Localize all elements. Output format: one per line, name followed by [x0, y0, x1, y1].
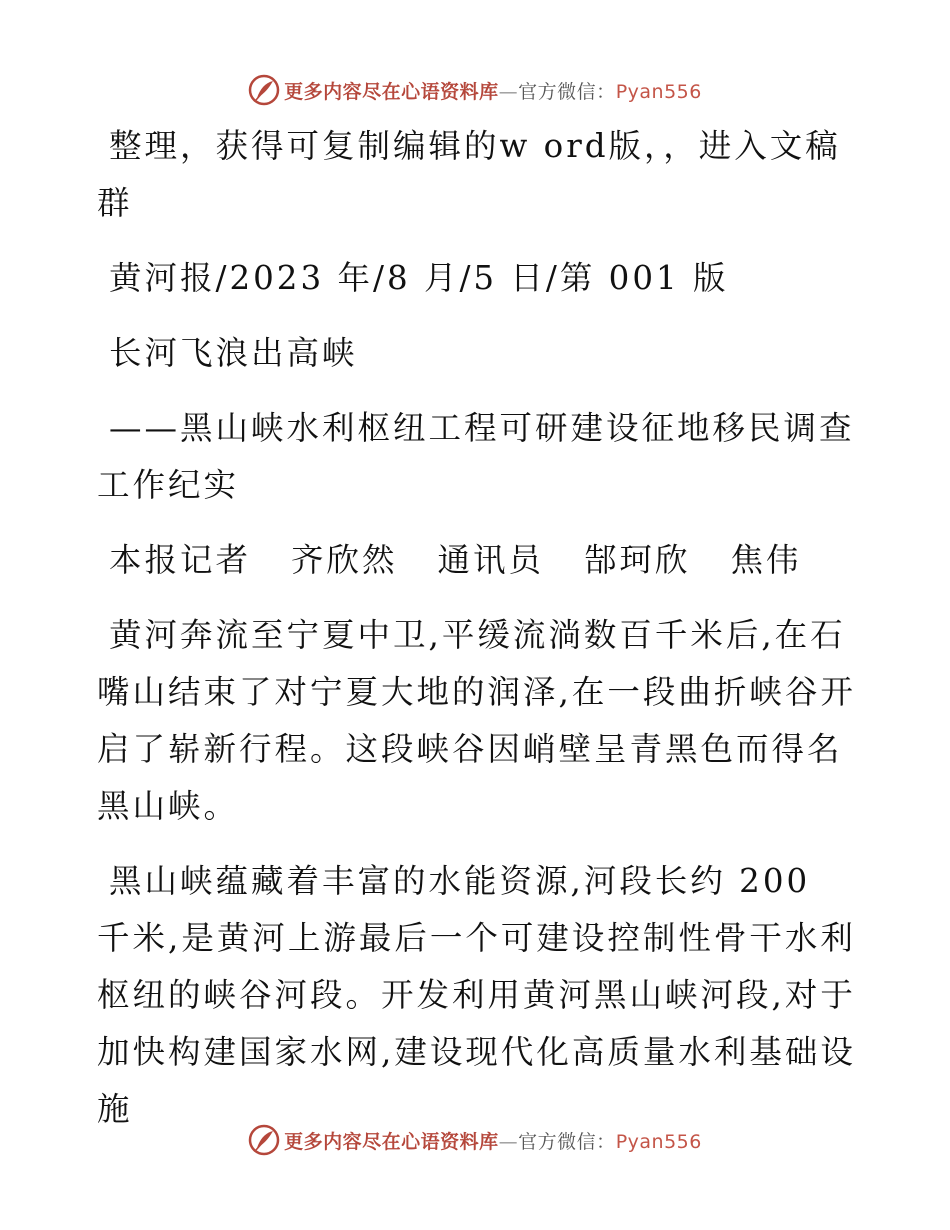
- watermark-wechat-id: Pyan556: [615, 80, 702, 103]
- watermark-separator: —: [498, 1130, 519, 1153]
- header-watermark: [0, 70, 950, 110]
- watermark-text: [284, 1127, 702, 1154]
- document-body: [97, 118, 857, 1156]
- article-title: 长河飞浪出高峡: [109, 334, 358, 372]
- byline: 本报记者 齐欣然 通讯员 郜珂欣 焦伟: [109, 541, 802, 579]
- feather-pen-logo-icon: [248, 1124, 280, 1156]
- article-subtitle: ——黑山峡水利枢纽工程可研建设征地移民调查工作纪实: [97, 409, 855, 504]
- body-paragraph: 黑山峡蕴藏着丰富的水能资源,河段长约 200 千米,是黄河上游最后一个可建设控制性骨干水利枢纽的峡谷河段。开发利用黄河黑山峡河段,对于加快构建国家水网,建设现代化高质量水利基础设施: [97, 862, 856, 1128]
- watermark-wechat-label: 官方微信：: [518, 1130, 616, 1153]
- source-line: 黄河报/2023 年/8 月/5 日/第 001 版: [109, 259, 729, 297]
- watermark-wechat-id: Pyan556: [615, 1130, 702, 1153]
- intro-paragraph: 整理，获得可复制编辑的w ord版，，进入文稿群: [97, 127, 841, 222]
- footer-watermark: [0, 1120, 950, 1160]
- watermark-main-text: 更多内容尽在心语资料库: [284, 1130, 499, 1153]
- watermark-wechat-label: 官方微信：: [518, 80, 616, 103]
- watermark-text: [284, 77, 702, 104]
- feather-pen-logo-icon: [248, 74, 280, 106]
- body-paragraph: 黄河奔流至宁夏中卫,平缓流淌数百千米后,在石嘴山结束了对宁夏大地的润泽,在一段曲折峡谷开启了崭新行程。这段峡谷因峭壁呈青黑色而得名黑山峡。: [97, 616, 856, 825]
- watermark-main-text: 更多内容尽在心语资料库: [284, 80, 499, 103]
- watermark-separator: —: [498, 80, 519, 103]
